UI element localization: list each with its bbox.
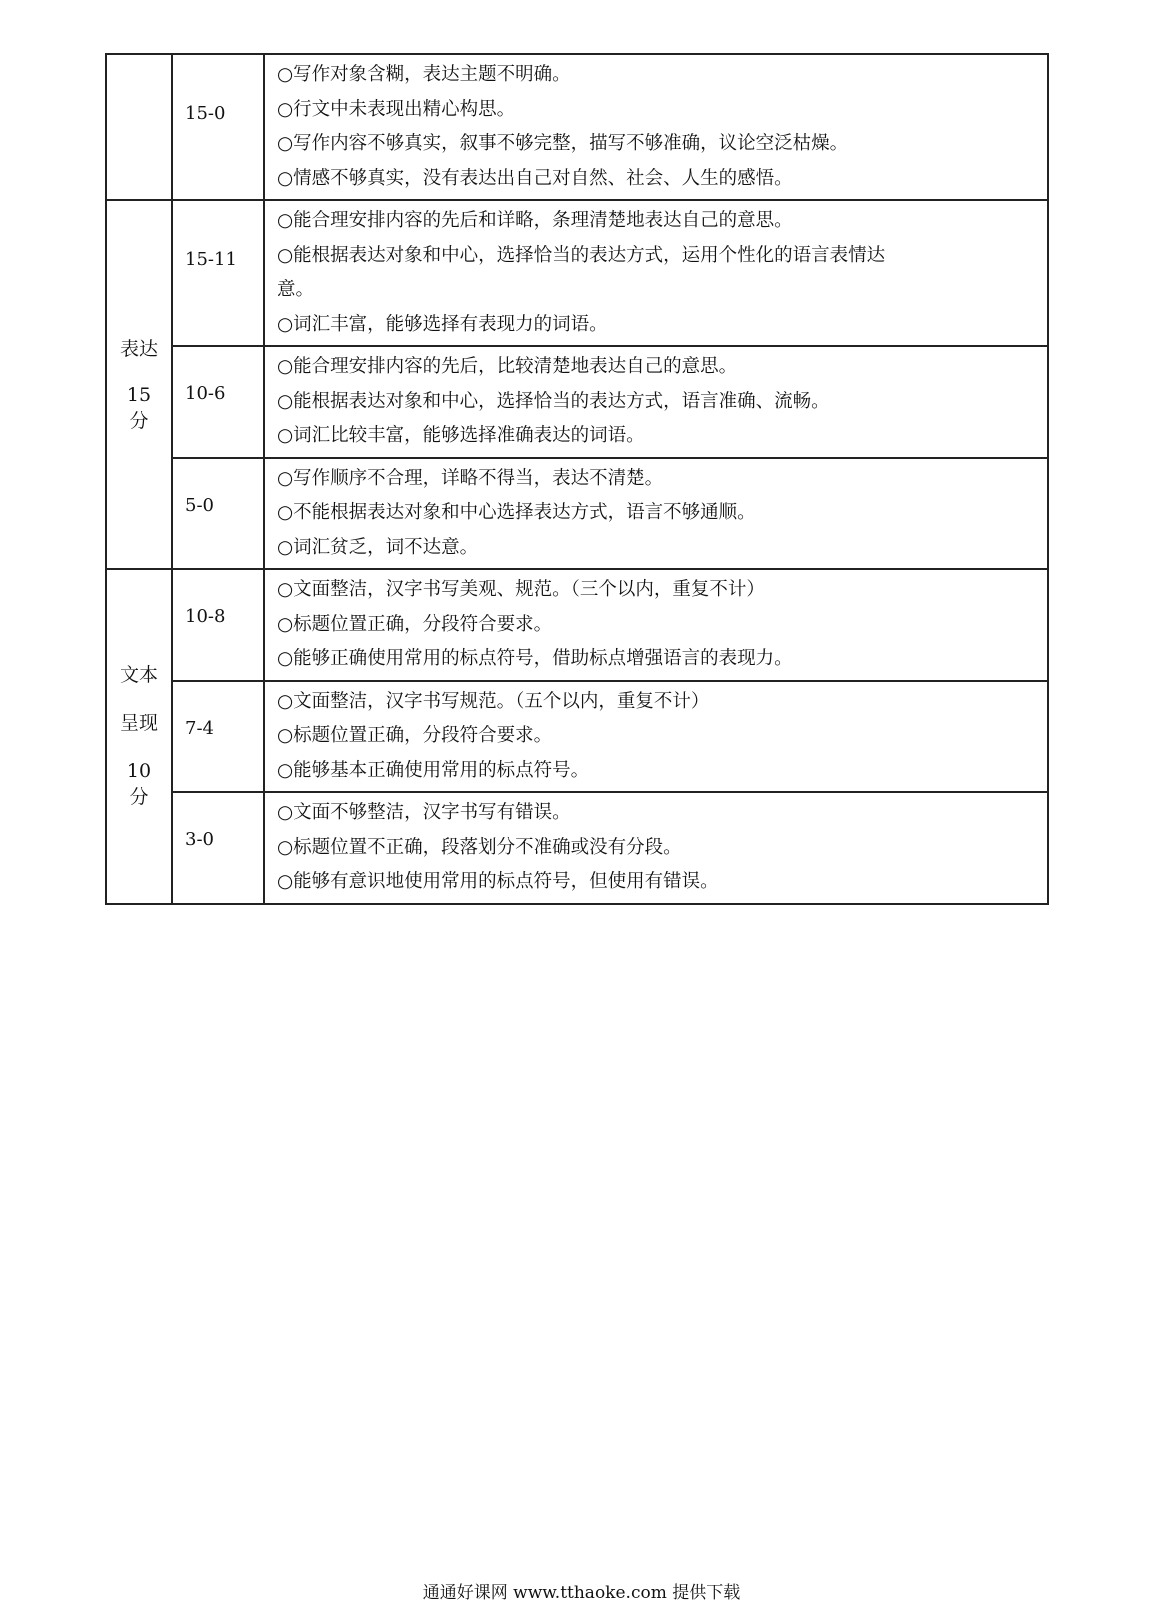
criterion-line: ○能够有意识地使用常用的标点符号，但使用有错误。 (277, 871, 719, 892)
criterion-line: ○能合理安排内容的先后，比较清楚地表达自己的意思。 (277, 356, 738, 377)
score-range-cell (172, 54, 264, 200)
score-range-cell (172, 681, 264, 793)
criterion-line: 意。 (277, 279, 315, 300)
category-unit: 分 (129, 409, 149, 432)
category-unit: 分 (129, 786, 149, 809)
category-label: 表达 (119, 337, 158, 360)
criterion-line: ○文面整洁，汉字书写规范。（五个以内，重复不计） (277, 690, 710, 712)
criteria-cell (264, 792, 1048, 904)
criterion-line: ○标题位置不正确，段落划分不准确或没有分段。 (277, 836, 682, 858)
criterion-line: ○词汇贫乏，词不达意。 (277, 536, 479, 558)
score-range-cell (172, 792, 264, 904)
criterion-line: ○行文中未表现出精心构思。 (277, 98, 516, 120)
criterion-line: ○不能根据表达对象和中心选择表达方式，语言不够通顺。 (277, 502, 756, 523)
criterion-line: ○文面不够整洁，汉字书写有错误。 (277, 802, 571, 823)
criteria-cell (264, 681, 1048, 793)
criterion-line: ○标题位置正确，分段符合要求。 (277, 613, 553, 635)
table-row (106, 792, 1048, 904)
criterion-line: ○能合理安排内容的先后和详略，条理清楚地表达自己的意思。 (277, 210, 793, 231)
criterion-line: ○标题位置正确，分段符合要求。 (277, 725, 553, 746)
category-cell-continued (106, 54, 172, 200)
criteria-cell (264, 54, 1048, 200)
criterion-line: ○写作对象含糊，表达主题不明确。 (277, 64, 571, 85)
score-range-cell (172, 200, 264, 346)
score-range: 10-8 (185, 606, 226, 627)
score-range-cell (172, 458, 264, 570)
score-range: 5-0 (185, 494, 214, 516)
criterion-line: ○能根据表达对象和中心，选择恰当的表达方式，运用个性化的语言表情达 (277, 244, 886, 266)
table-row (106, 681, 1048, 793)
criterion-line: ○写作内容不够真实，叙事不够完整，描写不够准确，议论空泛枯燥。 (277, 133, 849, 154)
criterion-line: ○能够正确使用常用的标点符号，借助标点增强语言的表现力。 (277, 648, 793, 669)
criteria-cell (264, 458, 1048, 570)
category-points: 10 (126, 760, 152, 783)
score-range: 15-11 (185, 249, 237, 270)
category-points: 15 (126, 383, 152, 406)
category-label: 文本 (119, 664, 158, 687)
criterion-line: ○文面整洁，汉字书写美观、规范。（三个以内，重复不计） (277, 579, 765, 600)
category-cell-expression (106, 200, 172, 569)
criterion-line: ○词汇比较丰富，能够选择准确表达的词语。 (277, 425, 645, 446)
criterion-line: ○能够基本正确使用常用的标点符号。 (277, 759, 590, 781)
table-row (106, 346, 1048, 458)
score-range: 10-6 (185, 383, 226, 404)
category-cell-presentation (106, 569, 172, 904)
criteria-cell (264, 569, 1048, 681)
criterion-line: ○情感不够真实，没有表达出自己对自然、社会、人生的感悟。 (277, 167, 793, 189)
table-row (106, 458, 1048, 570)
criteria-cell (264, 200, 1048, 346)
score-range: 7-4 (185, 717, 214, 739)
table-row (106, 54, 1048, 200)
criterion-line: ○写作顺序不合理，详略不得当，表达不清楚。 (277, 467, 664, 489)
page-footer: 通通好课网 www.tthaoke.com 提供下载 (422, 1583, 741, 1603)
rubric-table (105, 53, 1049, 905)
table-row (106, 569, 1048, 681)
score-range: 15-0 (185, 103, 226, 124)
table-row (106, 200, 1048, 346)
score-range-cell (172, 346, 264, 458)
criterion-line: ○词汇丰富，能够选择有表现力的词语。 (277, 313, 608, 335)
criteria-cell (264, 346, 1048, 458)
score-range-cell (172, 569, 264, 681)
score-range: 3-0 (185, 829, 214, 850)
category-label: 呈现 (119, 712, 158, 735)
criterion-line: ○能根据表达对象和中心，选择恰当的表达方式，语言准确、流畅。 (277, 390, 830, 412)
